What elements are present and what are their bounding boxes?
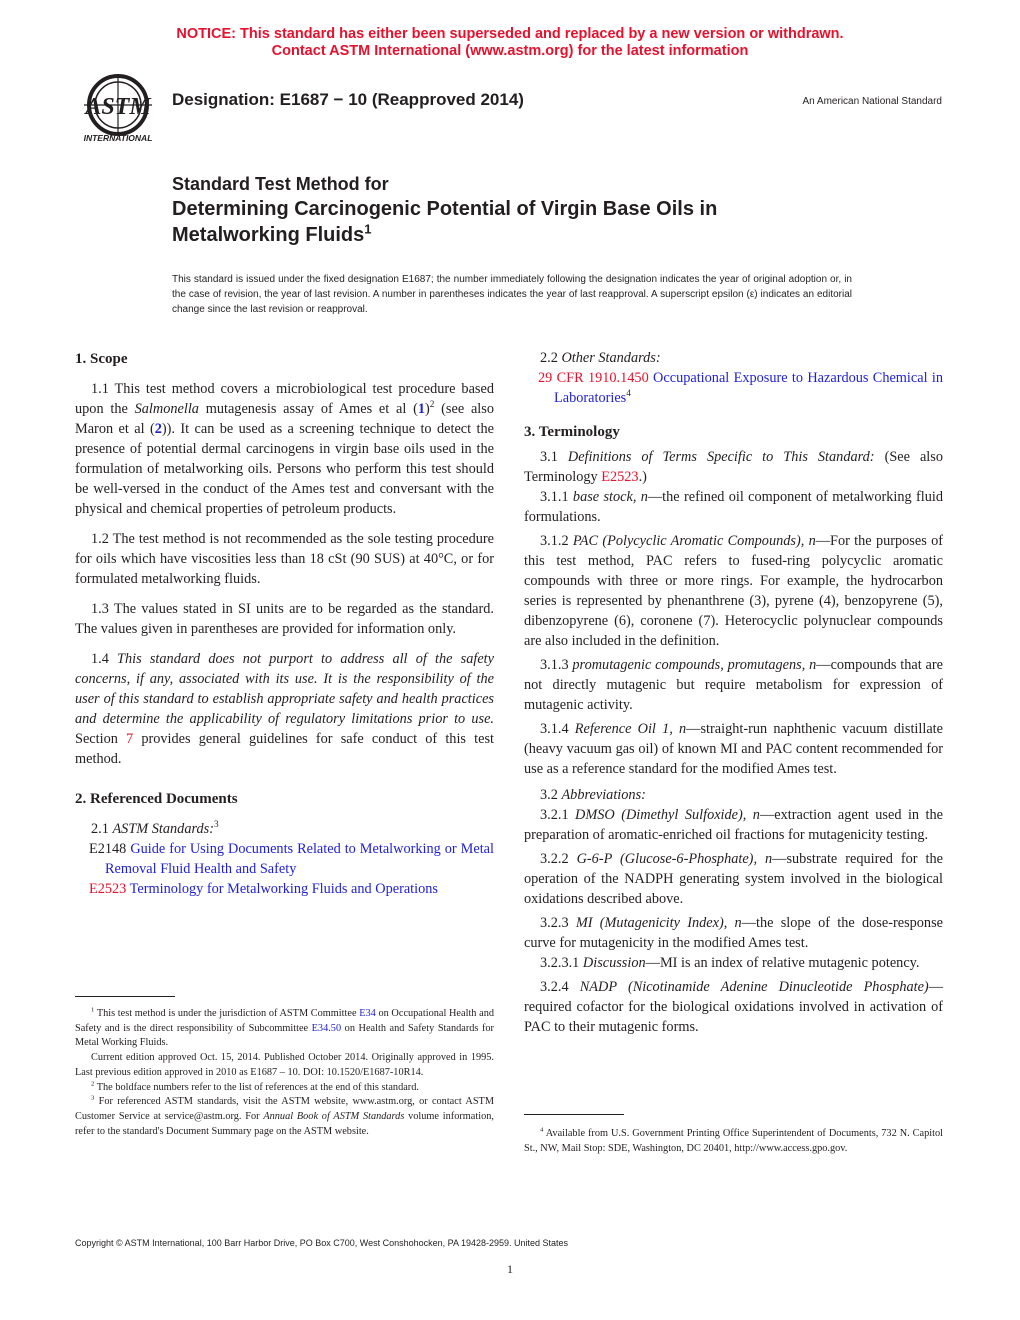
footnotes-left	[75, 1007, 494, 1139]
footnote-1-edition: Current edition approved Oct. 15, 2014. Published October 2014. Originally approved in 1995. Last previous edition approved in 2010 as E1687 – 10. DOI: 10.1520/E1687-10R14.	[75, 1052, 494, 1078]
para-3-2-2: 3.2.2 G-6-P (Glucose-6-Phosphate), n—substrate required for the operation of the NADPH generating system involved in the biological oxidations described above.	[524, 851, 943, 907]
para-3-1-3: 3.1.3 promutagenic compounds, promutagens, n—compounds that are not directly mutagenic but require metabolism for expression of mutagenic activity.	[524, 657, 943, 713]
ref-e2148	[75, 839, 494, 879]
title-line-2: Determining Carcinogenic Potential of Virgin Base Oils in	[172, 198, 718, 220]
footnote-2: $^2$ The boldface numbers refer to the list of references at the end of this standard.	[91, 1080, 419, 1093]
astm-logo-icon	[74, 72, 164, 144]
title-line-3-text: Metalworking Fluids	[172, 224, 365, 246]
e3450-link[interactable]: E34.50	[311, 1022, 342, 1034]
astm-logo	[74, 72, 164, 144]
notice-line-1: NOTICE: This standard has either been superseded and replaced by a new version or withdrawn.	[176, 26, 844, 42]
footnote-1: $^1$ This test method is under the jurisdiction of ASTM Committee E34 on Occupational Health and Safety and is the direct responsibility of Subcommittee E34.50 on Health and Safety Standards for Metal Working Fluids.	[75, 1006, 494, 1049]
logo-letters: ASTM	[85, 94, 151, 120]
designation: Designation: E1687 − 10 (Reapproved 2014)	[172, 90, 524, 109]
e2523-link[interactable]: Terminology for Metalworking Fluids and Operations	[129, 881, 438, 897]
para-3-1-4: 3.1.4 Reference Oil 1, n—straight-run naphthenic vacuum distillate (heavy vacuum gas oil) of known MI and PAC content recommended for use as a reference standard for the modified Ames test.	[524, 721, 943, 777]
para-2-2: 2.2 Other Standards:	[540, 350, 661, 366]
notice-line-2: Contact ASTM International (www.astm.org) for the latest information	[271, 43, 749, 59]
footnote-3: $^3$ For referenced ASTM standards, visit the ASTM website, www.astm.org, or contact ASTM Customer Service at service@astm.org. For Annual Book of ASTM Standards volume information, refer to the standard's Document Summary page on the ASTM website.	[75, 1094, 494, 1137]
para-3-2-3: 3.2.3 MI (Mutagenicity Index), n—the slope of the dose-response curve for mutagenicity in the modified Ames test.	[524, 915, 943, 951]
cfr-link[interactable]: Occupational Exposure to Hazardous Chemical in Laboratories	[554, 370, 944, 406]
left-column	[75, 349, 494, 899]
para-1-4: 1.4 This standard does not purport to address all of the safety concerns, if any, associated with its use. It is the responsibility of the user of this standard to establish appropriate safety and health practices and determine the applicability of regulatory limitations prior to use. Section 7 provides general guidelines for safe conduct of this test method.	[75, 651, 494, 767]
page-number: 1	[507, 1262, 513, 1276]
title-line-3	[172, 221, 372, 247]
footnote-4: $^4$ Available from U.S. Government Printing Office Superintendent of Documents, 732 N. Capitol St., NW, Mail Stop: SDE, Washington, DC 20401, http://www.access.gpo.gov.	[524, 1126, 943, 1154]
right-column	[524, 348, 943, 1037]
logo-word: INTERNATIONAL	[83, 133, 153, 143]
e2148-code: E2148	[89, 841, 127, 857]
e34-link[interactable]: E34	[359, 1008, 376, 1019]
e2523-inline-link[interactable]: E2523	[601, 469, 639, 485]
copyright: Copyright © ASTM International, 100 Barr Harbor Drive, PO Box C700, West Conshohocken, PA 19428-2959. United States	[75, 1238, 569, 1248]
e2148-link[interactable]: Guide for Using Documents Related to Metalworking or Metal Removal Fluid Health and Safety	[105, 841, 495, 877]
para-3-2-4: 3.2.4 NADP (Nicotinamide Adenine Dinucleotide Phosphate)—required cofactor for the biological oxidations involved in activation of PAC to their mutagenic forms.	[524, 979, 943, 1035]
footnotes-right	[524, 1127, 943, 1156]
e2523-code-link[interactable]: E2523	[89, 881, 127, 897]
national-standard-label: An American National Standard	[802, 96, 942, 107]
footnote-rule-left	[75, 996, 175, 997]
footnote-rule-right	[524, 1114, 624, 1115]
para-3-2-1: 3.2.1 DMSO (Dimethyl Sulfoxide), n—extraction agent used in the preparation of aromatic-enriched oil fractions for mutagenicity testing.	[524, 807, 943, 843]
para-1-1: 1.1 This test method covers a microbiological test procedure based upon the Salmonella mutagenesis assay of Ames et al $(1)^2$ (see also Maron et al (2)). It can be used as a screening technique to detect the presence of potential dermal carcinogens in virgin base oils used in the formulation of metalworking oils. Persons who perform this test should be well-versed in the conduct of the Ames test and conversant with the physical and chemical properties of petroleum products.	[75, 381, 494, 517]
refdocs-heading: 2. Referenced Documents	[75, 791, 238, 807]
ref-link-1[interactable]: 1	[417, 401, 425, 417]
title-footnote-mark: 1	[364, 221, 372, 237]
ref-link-2[interactable]: 2	[154, 421, 162, 437]
intro-paragraph: This standard is issued under the fixed designation E1687; the number immediately following the designation indicates the year of original adoption or, in the case of revision, the year of last revision. A number in parentheses indicates the year of last reapproval. A superscript epsilon (ε) indicates an editorial change since the last revision or reapproval.	[172, 274, 852, 315]
para-2-1: 2.1 ASTM Standards:$^3$	[91, 820, 219, 837]
terminology-heading: 3. Terminology	[524, 424, 620, 440]
section-7-link[interactable]: 7	[126, 731, 134, 747]
ref-cfr: 29 CFR 1910.1450 Occupational Exposure to Hazardous Chemical in Laboratories$^4$	[538, 370, 944, 406]
para-3-2: 3.2 Abbreviations:	[540, 787, 646, 803]
para-3-1-2: 3.1.2 PAC (Polycyclic Aromatic Compounds), n—For the purposes of this test method, PAC refers to fused-ring polycyclic aromatic compounds with three or more rings. For example, the hydrocarbon series is represented by phenanthrene (3), pyrene (4), benzopyrene (5), dibenzopyrene (6), coronene (7). Heterocyclic polynuclear compounds are also included in the definition.	[524, 533, 943, 649]
para-3-1-1: 3.1.1 base stock, n—the refined oil component of metalworking fluid formulations.	[524, 489, 943, 525]
cfr-code-link[interactable]: 29 CFR 1910.1450	[538, 370, 649, 386]
para-3-2-3-1: 3.2.3.1 Discussion—MI is an index of relative mutagenic potency.	[540, 955, 920, 971]
ref-e2523	[75, 879, 494, 899]
title-line-1: Standard Test Method for	[172, 174, 389, 194]
scope-heading: 1. Scope	[75, 351, 128, 367]
para-1-3: 1.3 The values stated in SI units are to be regarded as the standard. The values given in parentheses are provided for information only.	[75, 601, 494, 637]
para-1-2: 1.2 The test method is not recommended as the sole testing procedure for oils which have viscosities less than 18 cSt (90 SUS) at 40°C, or for formulated metalworking fluids.	[75, 531, 494, 587]
para-3-1: 3.1 Definitions of Terms Specific to This Standard: (See also Terminology E2523.)	[524, 449, 943, 485]
